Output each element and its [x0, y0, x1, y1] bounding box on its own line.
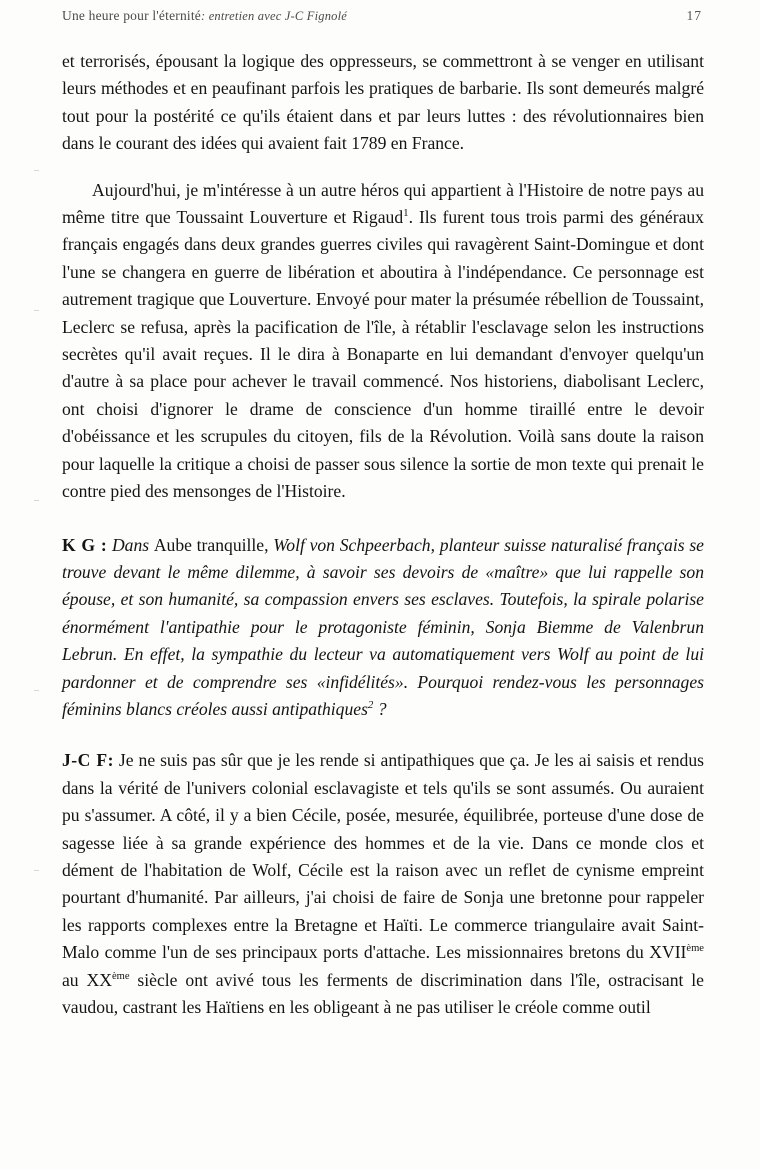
ordinal-sup-1: ème [686, 943, 704, 955]
question-segment-italic-2: Wolf von Schpeerbach, planteur suisse naturalisé français se trouve devant le même dilemme, à savoir ses devoirs de «maître» que lui rappelle son épouse, et son humanité, sa compassion envers ses esclaves. Toutefois, la spirale polarise énormément l'antipathie pour le protagoniste féminin, Sonja Biemme de Valenbrun Lebrun. En effet, la sympathie du lecteur va automatiquement vers Wolf au point de lui pardonner et de comprendre ses «infidélités». Pourquoi rendez-vous les personnages féminins blancs créoles aussi antipathiques [62, 534, 704, 719]
answer-text-part-2: au XX [62, 969, 112, 990]
question-paragraph [62, 532, 704, 724]
running-head-subtitle: : entretien avec J-C Fignolé [201, 9, 348, 23]
question-segment-roman-1: Aube tranquille, [153, 534, 269, 555]
answer-block [62, 747, 704, 1021]
page-number: 17 [686, 8, 702, 23]
footnote-marker-2: 2 [367, 699, 374, 712]
question-block [62, 532, 704, 724]
paragraph-continued: et terrorisés, épousant la logique des oppresseurs, se commettront à se venger en utilisant leurs méthodes et en peaufinant parfois les pratiques de barbarie. Ils sont demeurés malgré tout pour la postérité ce qu'ils étaient dans et par leurs luttes : des révolutionnaires bien dans le courant des idées qui avaient fait 1789 en France. [62, 51, 704, 154]
page-edge-marks [34, 170, 42, 930]
question-segment-italic-3: ? [373, 698, 387, 719]
answer-text-part-1: Je ne suis pas sûr que je les rende si antipathiques que ça. Je les ai saisis et rendus dans la vérité de l'univers colonial esclavagiste et tels qu'ils se sont assumés. Ou auraient pu s'assumer. A côté, il y a bien Cécile, posée, mesurée, équilibrée, porteuse d'une dose de sagesse liée à sa grande expérience des hommes et de la vie. Dans ce monde clos et dément de l'habitation de Wolf, Cécile est la raison avec un reflet de cynisme empreint pourtant d'humanité. Par ailleurs, j'ai choisi de faire de Sonja une bretonne pour rappeler les rapports complexes entre la Bretagne et Haïti. Le commerce triangulaire avait Saint-Malo comme l'un de ses principaux ports d'attache. Les missionnaires bretons du XVII [62, 750, 705, 963]
ordinal-sup-2: ème [111, 970, 130, 982]
answer-paragraph [62, 747, 704, 1021]
running-head [62, 8, 702, 24]
footnote-marker-1: 1 [403, 207, 409, 220]
question-speaker: K G : [62, 534, 108, 555]
answer-speaker: J-C F: [62, 750, 114, 771]
paragraph-text-before-note: Aujourd'hui, je m'intéresse à un autre héros qui appartient à l'Histoire de notre pays au même titre que Toussaint Louverture et Rigaud [62, 179, 704, 228]
paragraph-aujourdhui [62, 177, 704, 506]
running-head-left [62, 8, 347, 24]
running-head-title: Une heure pour l'éternité [62, 8, 201, 23]
answer-text-part-3: siècle ont avivé tous les ferments de discrimination dans l'île, ostracisant le vaudou, castrant les Haïtiens en les obligeant à ne pas utiliser le créole comme outil [62, 969, 704, 1017]
body-column [62, 48, 704, 1021]
question-segment-italic-1: Dans [111, 534, 150, 555]
paragraph-text-after-note: . Ils furent tous trois parmi des généraux français engagés dans deux grandes guerres civiles qui ravagèrent Saint-Domingue et dont l'une se changera en guerre de libération et aboutira à l'indépendance. Ce personnage est autrement tragique que Louverture. Envoyé pour mater la présumée rébellion de Toussaint, Leclerc se refusa, après la pacification de l'île, à rétablir l'esclavage selon les instructions secrètes qu'il avait reçues. Il le dira à Bonaparte en lui demandant d'envoyer quelqu'un d'autre à sa place pour achever le travail commencé. Nos historiens, diabolisant Leclerc, ont choisi d'ignorer le drame de conscience d'un homme tiraillé entre le devoir d'obéissance et les scrupules du citoyen, fils de la Révolution. Voilà sans doute la raison pour laquelle la critique a choisi de passer sous silence la sortie de mon texte qui prenait le contre pied des mensonges de l'Histoire. [62, 207, 704, 502]
